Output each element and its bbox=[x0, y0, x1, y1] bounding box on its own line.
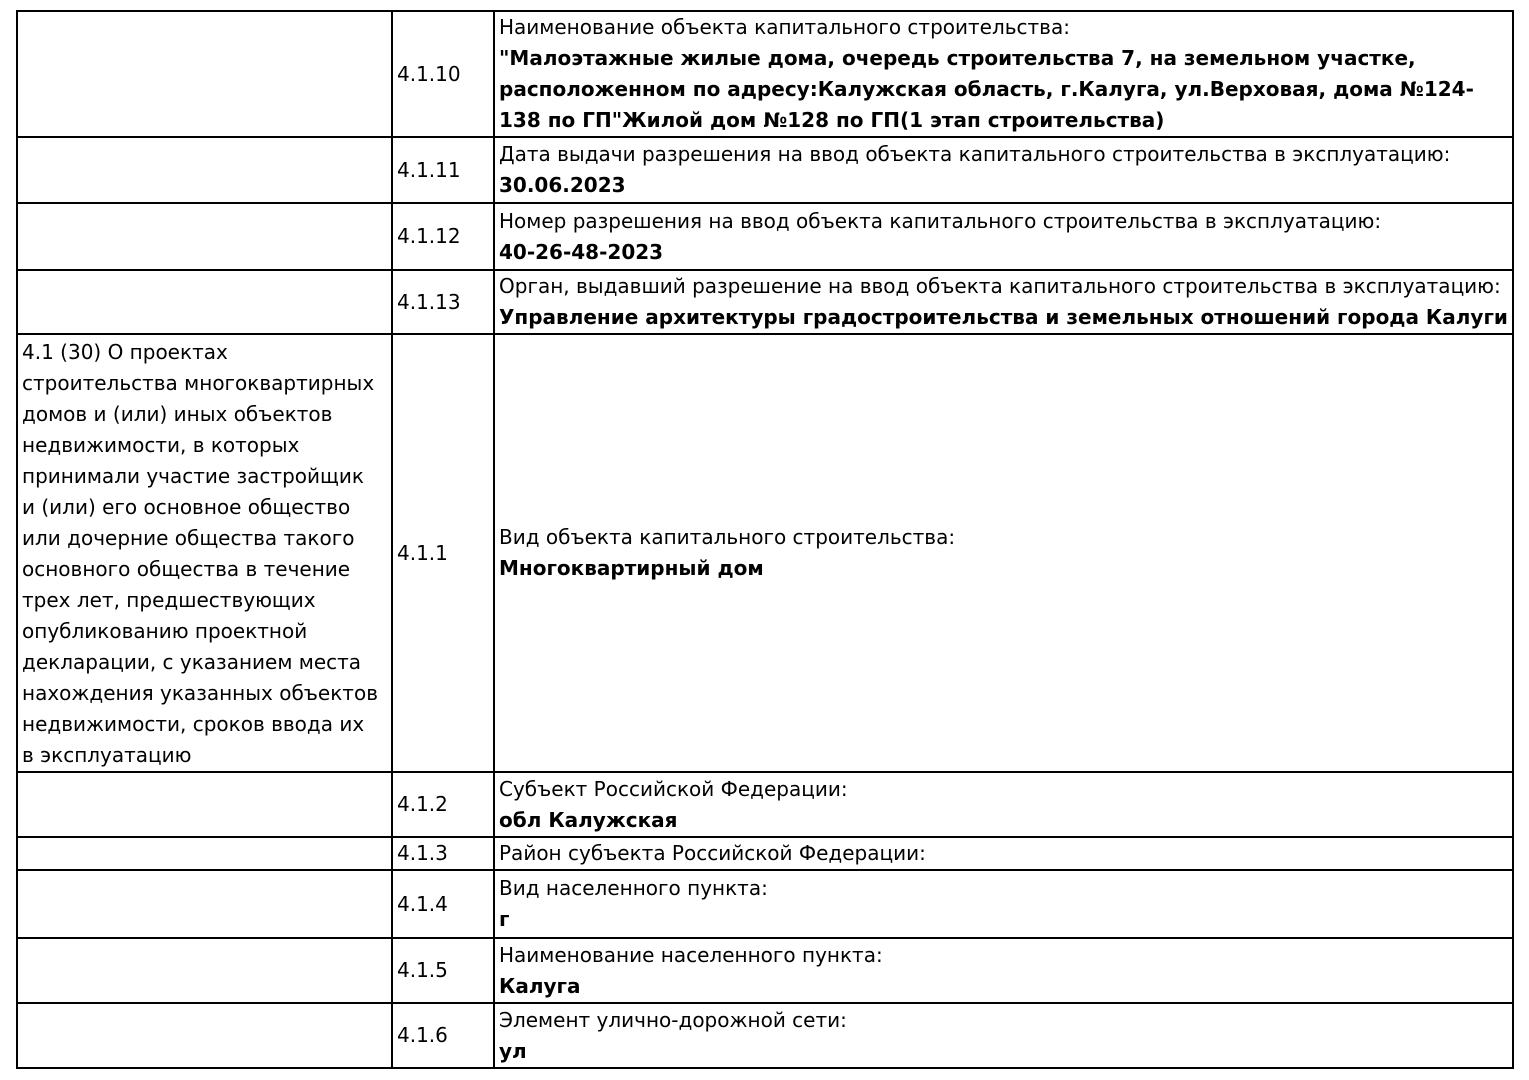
field-value: обл Калужская bbox=[499, 807, 678, 832]
field-cell bbox=[494, 837, 1513, 870]
field-label: Район субъекта Российской Федерации: bbox=[499, 841, 926, 865]
field-value: г bbox=[499, 907, 510, 931]
table-row bbox=[17, 1003, 1513, 1068]
field-value: Многоквартирный дом bbox=[499, 556, 764, 580]
row-number: 4.1.5 bbox=[392, 938, 494, 1003]
row-number: 4.1.1 bbox=[392, 334, 494, 772]
table-row bbox=[17, 270, 1513, 334]
table-row bbox=[17, 11, 1513, 137]
row-number: 4.1.12 bbox=[392, 203, 494, 270]
empty-cell bbox=[17, 870, 392, 938]
empty-cell bbox=[17, 203, 392, 270]
field-cell bbox=[494, 270, 1513, 334]
empty-cell bbox=[17, 137, 392, 203]
field-label: Наименование объекта капитального строительства: bbox=[499, 15, 1070, 39]
empty-cell bbox=[17, 270, 392, 334]
row-number: 4.1.10 bbox=[392, 11, 494, 137]
empty-cell bbox=[17, 837, 392, 870]
field-label: Орган, выдавший разрешение на ввод объекта капитального строительства в эксплуатацию: bbox=[499, 274, 1501, 298]
field-label: Номер разрешения на ввод объекта капитального строительства в эксплуатацию: bbox=[499, 208, 1382, 233]
row-number: 4.1.3 bbox=[392, 837, 494, 870]
field-label: Вид объекта капитального строительства: bbox=[499, 525, 956, 549]
row-number: 4.1.6 bbox=[392, 1003, 494, 1068]
field-label: Наименование населенного пункта: bbox=[499, 942, 883, 967]
row-number: 4.1.2 bbox=[392, 772, 494, 837]
project-declaration-table bbox=[16, 10, 1514, 1069]
table-row bbox=[17, 137, 1513, 203]
field-value: 40-26-48-2023 bbox=[499, 239, 664, 264]
field-label: Субъект Российской Федерации: bbox=[499, 776, 848, 801]
section-description-cell bbox=[17, 334, 392, 772]
row-number: 4.1.11 bbox=[392, 137, 494, 203]
table-row bbox=[17, 870, 1513, 938]
table-row bbox=[17, 837, 1513, 870]
field-cell bbox=[494, 137, 1513, 203]
field-label: Дата выдачи разрешения на ввод объекта капитального строительства в эксплуатацию: bbox=[499, 142, 1451, 166]
field-value: Калуга bbox=[499, 973, 581, 998]
field-cell bbox=[494, 203, 1513, 270]
empty-cell bbox=[17, 772, 392, 837]
field-label: Вид населенного пункта: bbox=[499, 876, 768, 900]
empty-cell bbox=[17, 1003, 392, 1068]
field-cell bbox=[494, 938, 1513, 1003]
table-row bbox=[17, 203, 1513, 270]
field-value: Управление архитектуры градостроительства и земельных отношений города Калуги bbox=[499, 305, 1508, 329]
field-value: 30.06.2023 bbox=[499, 173, 626, 197]
table-row bbox=[17, 334, 1513, 772]
field-value: "Малоэтажные жилые дома, очередь строительства 7, на земельном участке, расположенном по адресу:Калужская область, г.Калуга, ул.Верховая, дома №124-138 по ГП"Жилой дом №128 по ГП(1 этап строительства) bbox=[499, 46, 1474, 132]
table-row bbox=[17, 938, 1513, 1003]
field-cell bbox=[494, 772, 1513, 837]
table-row bbox=[17, 772, 1513, 837]
section-description: 4.1 (30) О проектах строительства многоквартирных домов и (или) иных объектов недвижимости, в которых принимали участие застройщик и (или) его основное общество или дочерние общества такого основного общества в течение трех лет, предшествующих опубликованию проектной декларации, с указанием места нахождения указанных объектов недвижимости, сроков ввода их в эксплуатацию bbox=[22, 340, 378, 767]
field-cell bbox=[494, 870, 1513, 938]
field-label: Элемент улично-дорожной сети: bbox=[499, 1007, 847, 1032]
field-cell bbox=[494, 1003, 1513, 1068]
field-cell bbox=[494, 11, 1513, 137]
row-number: 4.1.13 bbox=[392, 270, 494, 334]
empty-cell bbox=[17, 11, 392, 137]
row-number: 4.1.4 bbox=[392, 870, 494, 938]
field-cell bbox=[494, 334, 1513, 772]
field-value: ул bbox=[499, 1038, 527, 1063]
empty-cell bbox=[17, 938, 392, 1003]
